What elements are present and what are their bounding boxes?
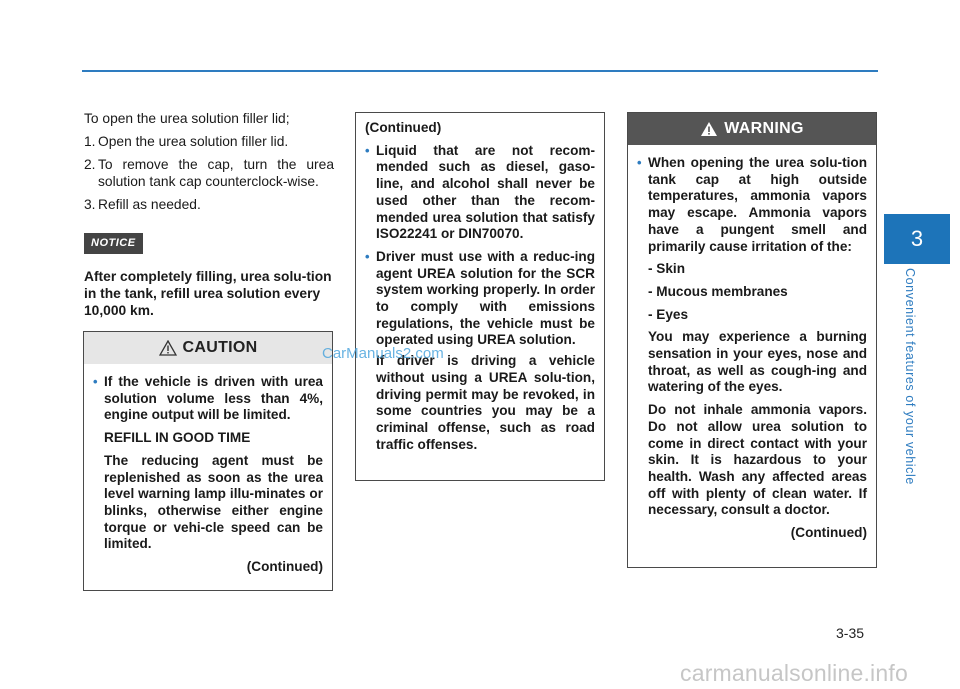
warning-box: [627, 112, 877, 568]
footer-brand[interactable]: carmanualsonline.info: [680, 660, 908, 686]
caution-subheading: REFILL IN GOOD TIME: [104, 430, 251, 446]
chapter-number-tab[interactable]: [884, 214, 950, 264]
caution-triangle-icon: [159, 340, 177, 356]
step-item: [84, 156, 334, 190]
caution-title: CAUTION: [182, 339, 258, 356]
step-text: Refill as needed.: [98, 197, 201, 212]
caution-continued: (Continued): [246, 559, 323, 575]
bullet-dot-icon: •: [365, 248, 370, 264]
chapter-number: 3: [910, 226, 924, 251]
step-item: [84, 196, 334, 213]
step-text: Open the urea solution filler lid.: [98, 134, 289, 149]
bullet-dot-icon: •: [637, 155, 642, 170]
watermark: CarManuals2.com: [322, 345, 444, 362]
continued-bullet-text: Driver must use with a reduc-ing agent UREA solution for the SCR system working properly. In order to comply with emissions regulations, the vehicle must be operated using UREA solution.: [376, 248, 595, 348]
warning-list-item: - Mucous membranes: [648, 283, 788, 299]
caution-bullet: [93, 374, 323, 424]
warning-title: WARNING: [724, 120, 804, 137]
warning-header: [628, 113, 876, 145]
continued-title: (Continued): [365, 120, 442, 135]
step-number: 2.: [84, 157, 96, 172]
top-rule: [82, 70, 878, 72]
continued-bullet: [365, 249, 595, 349]
intro-text: To open the urea solution filler lid;: [84, 111, 290, 126]
caution-paragraph: The reducing agent must be replenished as soon as the urea level warning lamp illu-minates or blinks, otherwise either engine torque or vehi-cle speed can be limited.: [104, 452, 323, 552]
continued-bullet: [365, 143, 595, 243]
warning-bullet-text: When opening the urea solu-tion tank cap at high outside temperatures, ammonia vapors may escape. Ammonia vapors have a pungent smell and primarily cause irritation of the:: [648, 155, 867, 254]
continued-bullet-text: Liquid that are not recom-mended such as diesel, gaso-line, and alcohol shall never be used other than the recom-mended urea solution that satisfy ISO22241 or DIN70070.: [376, 142, 595, 242]
warning-list-item: - Eyes: [648, 306, 689, 322]
step-item: [84, 133, 334, 150]
notice-badge: NOTICE: [84, 233, 143, 254]
caution-bullet-text: If the vehicle is driven with urea solution volume less than 4%, engine output will be limited.: [104, 374, 323, 423]
step-text: To remove the cap, turn the urea solution tank cap counterclock-wise.: [98, 157, 334, 189]
warning-body: [628, 145, 876, 542]
step-number: 3.: [84, 197, 96, 212]
warning-triangle-icon: [700, 121, 718, 137]
page-number: 3-35: [836, 625, 865, 641]
bullet-dot-icon: •: [93, 374, 98, 389]
warning-bullet: [637, 155, 867, 255]
warning-continued: (Continued): [790, 525, 867, 541]
instructions-column: [84, 110, 334, 319]
caution-box: [83, 331, 333, 591]
continued-caution-box: [355, 112, 605, 481]
warning-list-item: - Skin: [648, 261, 686, 277]
caution-body: [84, 364, 332, 576]
continued-body: [356, 113, 604, 453]
caution-header: [84, 332, 332, 364]
warning-paragraph: You may experience a burning sensation in your eyes, nose and throat, as well as cough-ing and watering of the eyes.: [648, 329, 867, 395]
notice-text: After completely filling, urea solu-tion in the tank, refill urea solution every 10,000 km.: [84, 269, 332, 318]
warning-paragraph: Do not inhale ammonia vapors. Do not allow urea solution to come in direct contact with your skin. It is hazardous to your health. Wash any affected areas off with plenty of clean water. If necessary, consult a doctor.: [648, 402, 867, 518]
chapter-title: Convenient features of your vehicle: [903, 268, 917, 485]
continued-paragraph: If driver is driving a vehicle without using a UREA solu-tion, driving permit may be revoked, in some countries you may be a criminal offense, such as road traffic offenses.: [376, 353, 595, 452]
bullet-dot-icon: •: [365, 142, 370, 158]
step-number: 1.: [84, 134, 96, 149]
